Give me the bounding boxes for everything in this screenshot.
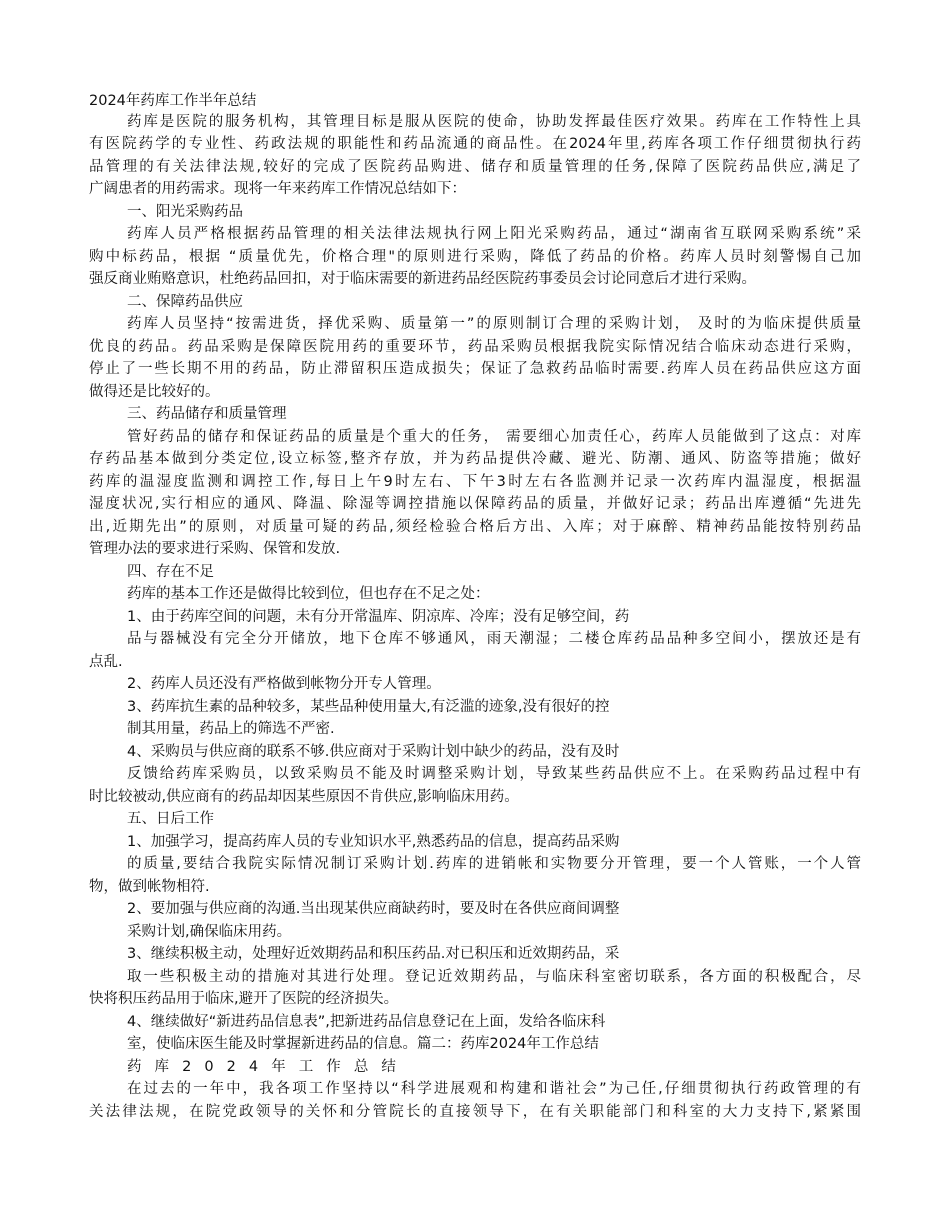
- paragraph-line: 快将积压药品用于临床,避开了医院的经济损失。: [89, 991, 399, 1007]
- paragraph-line: 制其用量，药品上的筛选不严密.: [127, 721, 335, 737]
- paragraph-line: 4、继续做好“新进药品信息表”,把新进药品信息登记在上面，发给各临床科: [127, 1014, 606, 1030]
- section-heading: 二、保障药品供应: [127, 294, 243, 310]
- paragraph-line: 的质量,要结合我院实际情况制订采购计划.药库的进销帐和实物要分开管理，要一个人管账，一个人管: [127, 856, 861, 872]
- paragraph-line: 湿度状况,实行相应的通风、降温、除湿等调控措施以保障药品的质量，并做好记录；药品出库遵循“先进先: [89, 496, 861, 512]
- paragraph-line: 药库人员严格根据药品管理的相关法律法规执行网上阳光采购药品，通过“湖南省互联网采购系统”采: [127, 226, 861, 242]
- paragraph-line: 采购计划,确保临床用药。: [127, 924, 292, 940]
- paragraph-line: 存药品基本做到分类定位,设立标签,整齐存放，并为药品提供冷藏、避光、防潮、通风、防盗等措施；做好: [89, 451, 861, 467]
- paragraph-line: 品与器械没有完全分开储放，地下仓库不够通风，雨天潮湿；二楼仓库药品品种多空间小，摆放还是有: [127, 631, 861, 647]
- paragraph-line: 时比较被动,供应商有的药品却因某些原因不肯供应,影响临床用药。: [89, 789, 519, 805]
- paragraph-line: 管好药品的储存和保证药品的质量是个重大的任务， 需要细心加责任心，药库人员能做到了这点：对库: [127, 429, 861, 445]
- paragraph-line: 广阔患者的用药需求。现将一年来药库工作情况总结如下：: [89, 181, 466, 197]
- section-heading: 五、日后工作: [127, 811, 214, 827]
- paragraph-line: 反馈给药库采购员，以致采购员不能及时调整采购计划，导致某些药品供应不上。在采购药品过程中有: [127, 766, 861, 782]
- paragraph-line: 药库是医院的服务机构，其管理目标是服从医院的使命，协助发挥最佳医疗效果。药库在工作特性上具: [127, 114, 861, 130]
- section-heading: 三、药品储存和质量管理: [127, 406, 287, 422]
- paragraph-line: 在过去的一年中，我各项工作坚持以“科学进展观和构建和谐社会”为己任,仔细贯彻执行药政管理的有: [127, 1081, 861, 1097]
- paragraph-line: 关法律法规，在院党政领导的关怀和分管院长的直接领导下，在有关职能部门和科室的大力支持下,紧紧围: [89, 1104, 861, 1120]
- section-heading: 四、存在不足: [127, 564, 214, 580]
- paragraph-line: 管理办法的要求进行采购、保管和发放.: [89, 541, 341, 557]
- second-article-title: 药库2024年工作总结: [127, 1059, 409, 1075]
- paragraph-line: 室，使临床医生能及时掌握新进药品的信息。篇二：药库2024年工作总结: [127, 1036, 599, 1052]
- paragraph-line: 点乱.: [89, 654, 123, 670]
- paragraph-line: 3、继续积极主动，处理好近效期药品和积压药品.对已积压和近效期药品，采: [127, 946, 620, 962]
- paragraph-line: 有医院药学的专业性、药政法规的职能性和药品流通的商品性。在2024年里,药库各项工作仔细贯彻执行药: [89, 136, 861, 152]
- paragraph-line: 强反商业贿赂意识，杜绝药品回扣，对于临床需要的新进药品经医院药事委员会讨论同意后才进行采购。: [89, 271, 756, 287]
- paragraph-line: 做得还是比较好的。: [89, 384, 220, 400]
- paragraph-line: 3、药库抗生素的品种较多，某些品种使用量大,有泛滥的迹象,没有很好的控: [127, 699, 610, 715]
- paragraph-line: 1、由于药库空间的问题，未有分开常温库、阴凉库、冷库；没有足够空间，药: [127, 609, 630, 625]
- paragraph-line: 品管理的有关法律法规,较好的完成了医院药品购进、储存和质量管理的任务,保障了医院药品供应,满足了: [89, 159, 861, 175]
- paragraph-line: 取一些积极主动的措施对其进行处理。登记近效期药品，与临床科室密切联系，各方面的积极配合，尽: [127, 969, 861, 985]
- document-title: 2024年药库工作半年总结: [89, 93, 257, 109]
- paragraph-line: 2、药库人员还没有严格做到帐物分开专人管理。: [127, 676, 441, 692]
- paragraph-line: 2、要加强与供应商的沟通.当出现某供应商缺药时，要及时在各供应商间调整: [127, 901, 620, 917]
- paragraph-line: 4、采购员与供应商的联系不够.供应商对于采购计划中缺少的药品，没有及时: [127, 744, 620, 760]
- paragraph-line: 优良的药品。药品采购是保障医院用药的重要环节，药品采购员根据我院实际情况结合临床动态进行采购，: [89, 339, 861, 355]
- section-heading: 一、阳光采购药品: [127, 204, 243, 220]
- paragraph-line: 药库人员坚持“按需进货，择优采购、质量第一”的原则制订合理的采购计划， 及时的为临床提供质量: [127, 316, 861, 332]
- paragraph-line: 出,近期先出”的原则，对质量可疑的药品,须经检验合格后方出、入库；对于麻醉、精神药品能按特别药品: [89, 519, 861, 535]
- paragraph-line: 停止了一些长期不用的药品，防止滞留积压造成损失；保证了急救药品临时需要.药库人员在药品供应这方面: [89, 361, 861, 377]
- paragraph-line: 药库的基本工作还是做得比较到位，但也存在不足之处：: [127, 586, 490, 602]
- paragraph-line: 购中标药品，根据 “质量优先，价格合理"的原则进行采购，降低了药品的价格。药库人员时刻警惕自己加: [89, 249, 861, 265]
- paragraph-line: 1、加强学习，提高药库人员的专业知识水平,熟悉药品的信息，提高药品采购: [127, 834, 620, 850]
- paragraph-line: 物，做到帐物相符.: [89, 879, 210, 895]
- paragraph-line: 药库的温湿度监测和调控工作,每日上午9时左右、下午3时左右各监测并记录一次药库内温湿度，根据温: [89, 474, 861, 490]
